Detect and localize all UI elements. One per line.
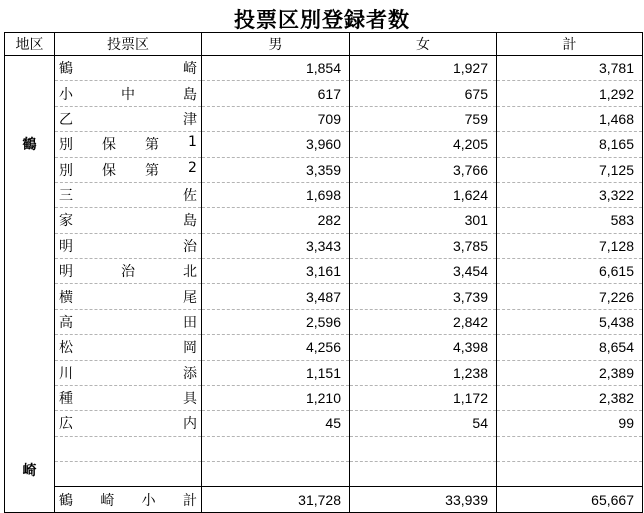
district-char: 広 bbox=[59, 416, 73, 433]
female-count: 759 bbox=[350, 106, 497, 131]
district-name bbox=[55, 259, 202, 284]
table-row bbox=[5, 462, 643, 487]
female-count: 301 bbox=[350, 208, 497, 233]
male-count: 2,596 bbox=[202, 309, 350, 334]
district-char: 高 bbox=[59, 314, 73, 331]
female-count: 3,454 bbox=[350, 259, 497, 284]
female-count: 2,842 bbox=[350, 309, 497, 334]
district-char: 津 bbox=[183, 111, 197, 128]
male-count: 1,698 bbox=[202, 182, 350, 207]
district-char: 横 bbox=[59, 289, 73, 306]
male-count: 1,151 bbox=[202, 360, 350, 385]
district-char: 治 bbox=[121, 264, 135, 281]
header-female: 女 bbox=[350, 33, 497, 56]
total-count: 2,389 bbox=[497, 360, 643, 385]
male-count: 3,161 bbox=[202, 259, 350, 284]
female-count: 54 bbox=[350, 411, 497, 436]
total-count bbox=[497, 462, 643, 487]
district-char: 保 bbox=[102, 162, 117, 179]
table-row bbox=[5, 385, 643, 410]
district-name bbox=[55, 81, 202, 106]
female-count bbox=[350, 436, 497, 461]
district-char: 松 bbox=[59, 340, 73, 357]
female-count: 1,238 bbox=[350, 360, 497, 385]
male-count: 3,960 bbox=[202, 132, 350, 157]
male-count bbox=[202, 436, 350, 461]
male-count: 45 bbox=[202, 411, 350, 436]
male-count: 709 bbox=[202, 106, 350, 131]
total-count: 99 bbox=[497, 411, 643, 436]
total-count: 7,226 bbox=[497, 284, 643, 309]
table-row bbox=[5, 106, 643, 131]
total-count: 7,125 bbox=[497, 157, 643, 182]
table-row bbox=[5, 411, 643, 436]
male-count: 31,728 bbox=[202, 487, 350, 513]
district-name bbox=[55, 284, 202, 309]
district-name bbox=[55, 157, 202, 182]
registration-table bbox=[4, 32, 643, 513]
district-char: 種 bbox=[59, 391, 73, 408]
district-char: 島 bbox=[183, 213, 197, 230]
table-row bbox=[5, 81, 643, 106]
header-male: 男 bbox=[202, 33, 350, 56]
total-count: 2,382 bbox=[497, 385, 643, 410]
district-name bbox=[55, 335, 202, 360]
male-count: 282 bbox=[202, 208, 350, 233]
header-total: 計 bbox=[497, 33, 643, 56]
district-char: 岡 bbox=[183, 340, 197, 357]
district-char: 第 bbox=[145, 137, 160, 154]
table-row bbox=[5, 436, 643, 461]
table-row bbox=[5, 182, 643, 207]
total-count: 7,128 bbox=[497, 233, 643, 258]
table-row bbox=[5, 284, 643, 309]
table-row bbox=[5, 132, 643, 157]
district-name bbox=[55, 182, 202, 207]
district-name bbox=[55, 360, 202, 385]
female-count: 3,785 bbox=[350, 233, 497, 258]
male-count: 1,854 bbox=[202, 56, 350, 81]
female-count bbox=[350, 462, 497, 487]
district-name bbox=[55, 56, 202, 81]
female-count: 1,172 bbox=[350, 385, 497, 410]
total-count: 3,322 bbox=[497, 182, 643, 207]
district-name bbox=[55, 411, 202, 436]
page-title: 投票区別登録者数 bbox=[234, 8, 410, 32]
district-char: 崎 bbox=[100, 492, 115, 509]
area-cell bbox=[5, 56, 55, 513]
total-count: 1,468 bbox=[497, 106, 643, 131]
total-count bbox=[497, 436, 643, 461]
district-char: 小 bbox=[59, 86, 73, 103]
district-char: 治 bbox=[183, 238, 197, 255]
total-count: 583 bbox=[497, 208, 643, 233]
district-char: 別 bbox=[59, 162, 73, 179]
female-count: 3,766 bbox=[350, 157, 497, 182]
total-count: 5,438 bbox=[497, 309, 643, 334]
district-char: 川 bbox=[59, 365, 73, 382]
district-char: 田 bbox=[183, 314, 197, 331]
district-char: 小 bbox=[141, 492, 156, 509]
table-row bbox=[5, 360, 643, 385]
district-char: 内 bbox=[183, 416, 197, 433]
male-count: 3,343 bbox=[202, 233, 350, 258]
district-name bbox=[55, 487, 202, 513]
male-count: 1,210 bbox=[202, 385, 350, 410]
district-name bbox=[55, 462, 202, 487]
header-district: 投票区 bbox=[55, 33, 202, 56]
total-count: 8,654 bbox=[497, 335, 643, 360]
total-count: 65,667 bbox=[497, 487, 643, 513]
district-char: 鶴 bbox=[59, 492, 73, 509]
table-row bbox=[5, 56, 643, 81]
district-name bbox=[55, 106, 202, 131]
female-count: 675 bbox=[350, 81, 497, 106]
district-char: 尾 bbox=[183, 289, 197, 306]
district-name bbox=[55, 385, 202, 410]
district-name bbox=[55, 436, 202, 461]
table-row bbox=[5, 233, 643, 258]
male-count: 3,487 bbox=[202, 284, 350, 309]
female-count: 33,939 bbox=[350, 487, 497, 513]
district-char: 計 bbox=[182, 492, 197, 509]
district-name bbox=[55, 132, 202, 157]
district-char: 佐 bbox=[183, 188, 197, 205]
district-char: 具 bbox=[183, 391, 197, 408]
female-count: 3,739 bbox=[350, 284, 497, 309]
district-char: 第 bbox=[145, 162, 160, 179]
district-name bbox=[55, 309, 202, 334]
header-row bbox=[5, 33, 643, 56]
district-char: 明 bbox=[59, 264, 73, 281]
area-label-bottom: 崎 bbox=[22, 463, 37, 479]
table-row bbox=[5, 335, 643, 360]
district-name bbox=[55, 233, 202, 258]
district-char: 三 bbox=[59, 188, 73, 205]
table-row bbox=[5, 157, 643, 182]
total-count: 8,165 bbox=[497, 132, 643, 157]
table-row bbox=[5, 309, 643, 334]
female-count: 1,927 bbox=[350, 56, 497, 81]
district-char: 1 bbox=[188, 134, 197, 151]
subtotal-row bbox=[5, 487, 643, 513]
total-count: 3,781 bbox=[497, 56, 643, 81]
district-char: 島 bbox=[183, 86, 197, 103]
male-count: 3,359 bbox=[202, 157, 350, 182]
district-char: 乙 bbox=[59, 111, 73, 128]
female-count: 4,398 bbox=[350, 335, 497, 360]
district-char: 中 bbox=[121, 86, 135, 103]
table-body bbox=[5, 56, 643, 513]
district-char: 保 bbox=[102, 137, 117, 154]
district-char: 家 bbox=[59, 213, 73, 230]
district-char: 添 bbox=[183, 365, 197, 382]
female-count: 4,205 bbox=[350, 132, 497, 157]
male-count: 4,256 bbox=[202, 335, 350, 360]
header-area: 地区 bbox=[5, 33, 55, 56]
district-char: 北 bbox=[183, 264, 197, 281]
district-name bbox=[55, 208, 202, 233]
district-char: 2 bbox=[188, 159, 197, 176]
male-count: 617 bbox=[202, 81, 350, 106]
area-label-top: 鶴 bbox=[22, 137, 37, 153]
female-count: 1,624 bbox=[350, 182, 497, 207]
district-char: 別 bbox=[59, 137, 73, 154]
district-char: 鶴 bbox=[59, 61, 73, 78]
total-count: 6,615 bbox=[497, 259, 643, 284]
table-row bbox=[5, 259, 643, 284]
male-count bbox=[202, 462, 350, 487]
total-count: 1,292 bbox=[497, 81, 643, 106]
table-row bbox=[5, 208, 643, 233]
district-char: 明 bbox=[59, 238, 73, 255]
district-char: 崎 bbox=[183, 61, 197, 78]
